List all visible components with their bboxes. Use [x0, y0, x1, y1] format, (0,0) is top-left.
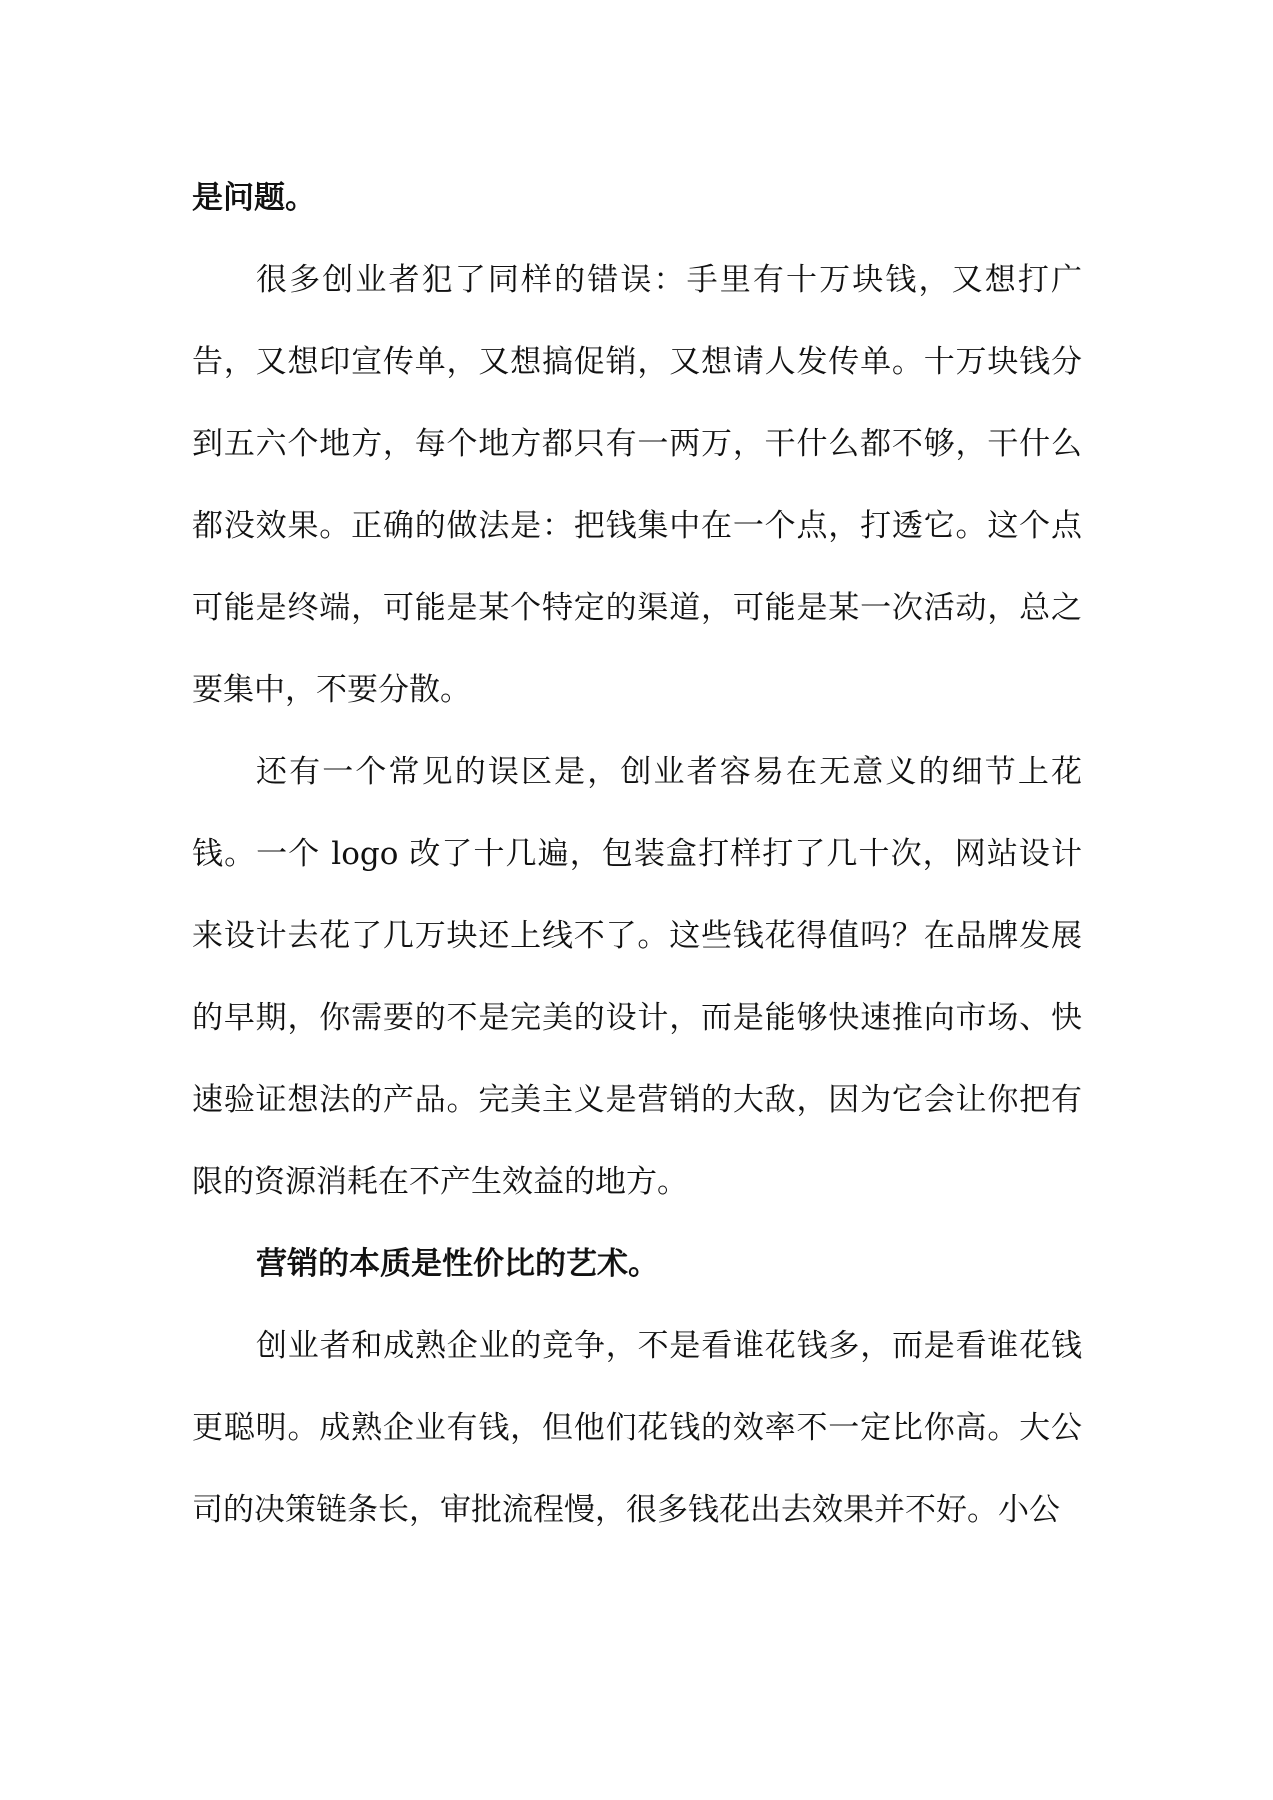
paragraph-perfectionism: 还有一个常见的误区是，创业者容易在无意义的细节上花钱。一个 logo 改了十几遍，包装盒打样打了几十次，网站设计来设计去花了几万块还上线不了。这些钱花得值吗？在品牌发展的早期，你需要的不是完美的设计，而是能够快速推向市场、快速验证想法的产品。完美主义是营销的大敌，因为它会让你把有限的资源消耗在不产生效益的地方。 [192, 754, 1082, 1200]
paragraph-mistake: 很多创业者犯了同样的错误：手里有十万块钱，又想打广告，又想印宣传单，又想搞促销，又想请人发传单。十万块钱分到五六个地方，每个地方都只有一两万，干什么都不够，干什么都没效果。正确的做法是：把钱集中在一个点，打透它。这个点可能是终端，可能是某个特定的渠道，可能是某一次活动，总之要集中，不要分散。 [192, 262, 1082, 708]
paragraph-competition: 创业者和成熟企业的竞争，不是看谁花钱多，而是看谁花钱更聪明。成熟企业有钱，但他们花钱的效率不一定比你高。大公司的决策链条长，审批流程慢，很多钱花出去效果并不好。小公 [192, 1328, 1082, 1528]
body-text [192, 157, 1082, 1551]
section-heading: 营销的本质是性价比的艺术。 [256, 1246, 659, 1282]
paragraph-continuation-heading: 是问题。 [192, 180, 316, 216]
